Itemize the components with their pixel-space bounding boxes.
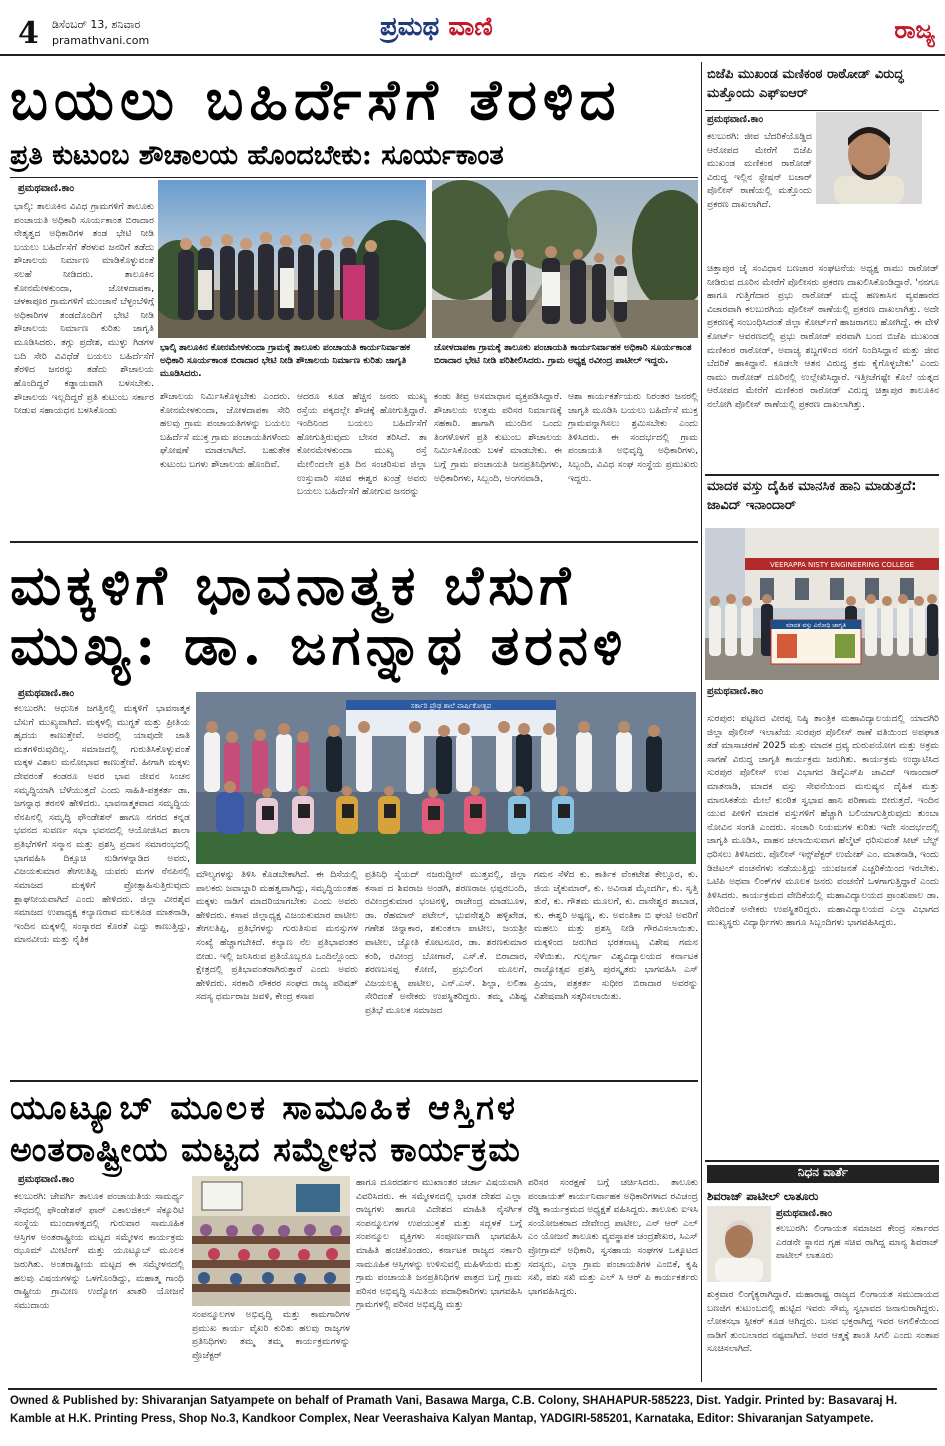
sidebar1-byline: ಪ್ರಮಥವಾಣಿ.ಕಾಂ <box>707 114 764 125</box>
village-visit-photo-1 <box>158 180 426 338</box>
award-ceremony-photo <box>196 692 696 864</box>
sidebar2-body: ಸುರಪುರ: ಪಟ್ಟಣದ ವೀರಪ್ಪ ನಿಷ್ಠಿ ತಾಂತ್ರಿಕ ಮಹಾವಿದ್ಯಾಲಯದಲ್ಲಿ ಯಾದಗಿರಿ ಜಿಲ್ಲಾ ಪೊಲೀಸ್ ಇಲಾಖೆಯ ಸುರಪುರ ಪೊಲೀಸ್ ಠಾಣೆ ವತಿಯಿಂದ ಅಪಘಾತ ತಡೆ ಮಾಸಾಚರಣೆ 2025 ಮತ್ತು ಮಾದಕ ದ್ರವ್ಯ ದುರುಪಯೋಗ ಮತ್ತು ಅಕ್ರಮ ಸಾಗಣೆ ವಿರುದ್ಧ ಜಾಗೃತಿ ಕಾರ್ಯಕ್ರಮ ಜರುಗಿತು. ಕಾರ್ಯಕ್ರಮ ಉದ್ಘಾಟಿಸಿದ ಸುರಪುರ ಪೊಲೀಸ್ ಉಪ ವಿಭಾಗದ ಡಿವೈಎಸ್‌ಪಿ ಜಾವಿದ್ ಇನಾಂದಾರ್ ಮಾತನಾಡಿ, ಮಾದಕ ವಸ್ತು ಸೇವನೆಯಿಂದ ಮನುಷ್ಯನ ದೈಹಿಕ ಮತ್ತು ಮಾನಸಿಕತೆಯ ಮೇಲೆ ಕುಂಠಿತ ಸ್ವಭಾವ ಹಾನಿ ಪರಿಣಾಮ ಬೀರುತ್ತದೆ. ಇಂದಿನ ಯುವ ಪೀಳಿಗೆ ಮಾದಕ ವಸ್ತುಗಳಿಗೆ ಹೆಚ್ಚಾಗಿ ಬಲಿಯಾಗುತ್ತಿರುವುದು ತುಂಬಾ ನೋವಿನ ಸಂಗತಿ ಎಂದರು. ಸಂಚಾರಿ ನಿಯಮಗಳ ಕುರಿತು ಇದೇ ಸಂದರ್ಭದಲ್ಲಿ ಜಾಗೃತಿ ಮೂಡಿಸಿ, ವಾಹನ ಚಲಾಯಿಸುವಾಗ ಹೆಲ್ಮೆಟ್ ಧರಿಸುವಂತೆ ಸೀಟ್ ಬೆಲ್ಟ್ ಧರಿಸಲು ತಿಳಿಸಿದರು. ಪೊಲೀಸ್ ಇನ್ಸ್‌ಪೆಕ್ಟರ್ ಉಮೇಶ್ ಎಂ. ಮಾತನಾಡಿ, ಇಂದು ಡಿಜಿಟಲ್ ವಂಚನೆಗಳು ನಡೆಯುತ್ತಿದ್ದು ಯುವಜನತೆ ಎಚ್ಚರಿಕೆಯಿಂದ ಇರಬೇಕು. ಒಟಿಪಿ ಅಥವಾ ಲಿಂಕ್‌ಗಳ ಮೂಲಕ ಜನರು ವಂಚನೆಗೆ ಒಳಗಾಗುತ್ತಿದ್ದಾರೆ ಎಂದು ತಿಳಿಸಿದರು. ಕಾರ್ಯಕ್ರಮದ ವೇದಿಕೆಯಲ್ಲಿ ಮಹಾವಿದ್ಯಾಲಯದ ಪ್ರಾಂಶುಪಾಲ ಡಾ. ಸೇರಿದಂತೆ ಅನೇಕರು ಉಪಸ್ಥಿತರಿದ್ದರು. ಮಹಾವಿದ್ಯಾಲಯದ ಎಲ್ಲಾ ವಿಭಾಗದ ಮುಖ್ಯಸ್ಥರು ವಿದ್ಯಾರ್ಥಿಗಳು ಹಾಗೂ ಸಿಬ್ಬಂದಿಗಳು ಭಾಗವಹಿಸಿದ್ದರು. <box>707 713 939 929</box>
article1-photo-1 <box>158 180 426 338</box>
footer-divider <box>8 1388 937 1390</box>
obituary-box-title: ನಿಧನ ವಾರ್ತೆ <box>707 1165 939 1183</box>
village-visit-photo-2 <box>432 180 698 338</box>
section-divider <box>10 1080 698 1082</box>
article1-photo-2 <box>432 180 698 338</box>
article3-column-1: ಕಲಬುರಗಿ: ಜೇವರ್ಗಿ ತಾಲೂಕ ಪಂಚಾಯತಿಯ ಸಾಮರ್ಥ್ಯ ಸೌಧದಲ್ಲಿ ಫೌಂಡೇಶನ್ ಫಾರ್ ಎಕಾಲಜಿಕಲ್ ಸೆಕ್ಯೂರಿಟಿ ಸಂಸ್ಥೆಯ ಮುಂದಾಳತ್ವದಲ್ಲಿ ಗುರುವಾರ ಸಾಮೂಹಿಕ ಆಸ್ತಿಗಳ ಅಂತರಾಷ್ಟ್ರೀಯ ಮಟ್ಟದ ಸಮ್ಮೇಳನ ಕಾರ್ಯಕ್ರಮ ಝೂಮ್ ಮೀಟಿಂಗ್ ಮತ್ತು ಯೂಟ್ಯೂಬ್ ಮೂಲಕ ಜರುಗಿತು. ಅಂತರಾಷ್ಟ್ರೀಯ ಮಟ್ಟದ ಈ ಸಮ್ಮೇಳನದಲ್ಲಿ ಹಲವು ವಿಷಯಗಳನ್ನು ಒಳಗೊಂಡಿದ್ದು, ಮಹಾತ್ಮ ಗಾಂಧಿ ರಾಷ್ಟ್ರೀಯ ಗ್ರಾಮೀಣ ಉದ್ಯೋಗ ಖಾತರಿ ಯೋಜನೆ ಸಮುದಾಯ <box>14 1191 184 1311</box>
article3-byline: ಪ್ರಮಥವಾಣಿ.ಕಾಂ <box>18 1174 75 1185</box>
sidebar2-byline: ಪ್ರಮಥವಾಣಿ.ಕಾಂ <box>707 686 764 697</box>
obituary-portrait <box>707 1206 771 1282</box>
obituary-body: ಶುಕ್ರವಾರ ಲಿಂಗೈಕ್ಯರಾಗಿದ್ದಾರೆ. ಮಹಾರಾಷ್ಟ್ರ ರಾಜ್ಯದ ಲಿಂಗಾಯತ ಸಮುದಾಯದ ಬಣಜಿಗ ಕುಟುಂಬದಲ್ಲಿ ಹುಟ್ಟಿದ ಇವರು ಸೌಮ್ಯ ಸ್ವಭಾವದ ಜನಾನುರಾಗಿದ್ದರು. ಲೋಕಸಭಾ ಸ್ಪೀಕರ್ ಕೂಡ ಆಗಿದ್ದರು. ಬಸವ ಭಕ್ತರಾಗಿದ್ದ ಇವರ ಅಗಲಿಕೆಯಿಂದ ನಾಡಿಗೆ ತುಂಬಲಾರದ ನಷ್ಟವಾಗಿದೆ. ಅವರ ಆತ್ಮಕ್ಕೆ ಶಾಂತಿ ಸಿಗಲಿ ಎಂದು ಸಂತಾಪ ಸೂಚಿಸಲಾಗಿದೆ. <box>707 1289 939 1355</box>
article1-photo-2-caption: ಜೋಳದಾಪಕಾ ಗ್ರಾಮಕ್ಕೆ ತಾಲೂಕು ಪಂಚಾಯತಿ ಕಾರ್ಯನಿರ್ವಾಹಕ ಅಧಿಕಾರಿ ಸೂರ್ಯಕಾಂತ ಬಿರಾದಾರ ಭೇಟಿ ನೀಡಿ ಪರಿಶೀಲಿಸಿದರು. ಗ್ರಾಮ ಅಧ್ಯಕ್ಷ ರವೀಂದ್ರ ಪಾಟೀಲ್ ಇದ್ದರು. <box>434 343 692 367</box>
divider <box>705 110 939 111</box>
obituary-lead: ಕಲಬುರಗಿ: ಲಿಂಗಾಯತ ಸಮಾಜದ ಕೇಂದ್ರ ಸರ್ಕಾರದ ಎರಡನೇ ಸ್ಥಾನದ ಗೃಹ ಸಚಿವ ರಾಗಿದ್ದ ಮಾನ್ಯ ಶಿವರಾಜ್ ಪಾಟೀಲ್ ಲಾತೂರು <box>776 1223 939 1262</box>
section-divider <box>10 541 698 543</box>
article2-column-2: ಮೌಲ್ಯಗಳನ್ನು ತಿಳಿಸಿ ಕೊಡಬೇಕಾಗಿದೆ. ಈ ದಿಸೆಯಲ್ಲಿ ಪಾಲಕರು ಜವಾಬ್ದಾರಿ ಮಹತ್ವವಾಗಿದ್ದು, ಸಮೃದ್ಧಿಯಂತಹ ಮಕ್ಕಳು ನಾಡಿಗೆ ಮಾದರಿಯಾಗಬೇಕು ಎಂದು ಅವರು ಹೇಳಿದರು. ಕಸಾಪ ಜಿಲ್ಲಾಧ್ಯಕ್ಷ ವಿಜಯಕುಮಾರ ಪಾಟೀಲ ತೇಗಲತಿಪ್ಪಿ, ಪ್ರತಿಭೆಗಳನ್ನು ಗುರುತಿಸುವ ಮನಸ್ಸುಗಳ ಸಂಖ್ಯೆ ಹೆಚ್ಚಾಗಬೇಕಿದೆ. ಕಲ್ಯಾಣ ನೆಲ ಪ್ರತಿಭಾವಂತರ ಬೀಡು. ಇಲ್ಲಿ ಜನಿಸಿರುವ ಪ್ರತಿಯೊಬ್ಬರೂ ಒಂದಿಲ್ಲೊಂದು ಕ್ಷೇತ್ರದಲ್ಲಿ ಪ್ರತಿಭಾವಂತರಾಗಿರುತ್ತಾರೆ ಎಂದು ಅವರು ಹೇಳಿದರು. ಸರಕಾರಿ ನೌಕರರ ಸಂಘದ ರಾಜ್ಯ ಪರಿಷತ್ ಸದಸ್ಯ ಧರ್ಮರಾಜ ಜವಳಿ, ಕೇಂದ್ರ ಕಸಾಪ <box>196 869 358 1003</box>
article1-column-5: ಆಶಾ ಕಾರ್ಯಕರ್ತೆಯರು ನಿರಂತರ ಜನರಲ್ಲಿ ಜಾಗೃತಿ ಮೂಡಿಸಿ ಬಯಲು ಬಹಿರ್ದೆಸೆ ಮುಕ್ತ ಗ್ರಾಮವನ್ನಾಗಿಸಲು ಶ್ರಮಿಸಬೇಕು ಎಂದು ತಿಳಿಸಿದರು. ಈ ಸಂದರ್ಭದಲ್ಲಿ ಗ್ರಾಮ ಪಂಚಾಯತಿ ಅಭಿವೃದ್ಧಿ ಅಧಿಕಾರಿಗಳು, ಸಿಬ್ಬಂದಿ, ವಿವಿಧ ಸಂಘ ಸಂಸ್ಥೆಯ ಪ್ರಮುಖರು ಇದ್ದರು. <box>568 391 698 484</box>
article2-column-4: ಗಮನ ಸೆಳೆದ ಕು. ಕಾರ್ತಿಕ ವೆಂಕಟೇಶ ಕೇಲ್ಲೂರ, ಕು. ಜಿಯ ಜೈಕುಮಾರ್, ಕು. ಅವಿನಾಶ ಮೈಂದರ್ಗಿ, ಕು. ಸೃತ್ತಿ ತುರೆ, ಕು. ಗೌತಮ ಮೂಲಗೆ, ಕು. ದಾನೇಶ್ವರ ಶಾಬಾಡ, ಕು. ಈಶ್ವರಿ ಅಷ್ಟಣ್ಣ, ಕು. ಅವಂತಿಕಾ ಬಿ ಘಂಟಿ ಅವರಿಗೆ ಮಹಲು ಮತ್ತು ಪ್ರಶಸ್ತಿ ನೀಡಿ ಗೌರವಿಸಲಾಯಿತು. ಮಕ್ಕಳಿಂದ ಜರುಗಿದ ಭರತನಾಟ್ಯ ವಿಶೇಷ ಗಮನ ಸೆಳೆಯಿತು. ಗುಲ್ಬರ್ಗಾ ವಿಶ್ವವಿದ್ಯಾಲಯದ ಕರ್ನಾಟಕ ರಾಜ್ಯೋತ್ಸವ ಪ್ರಶಸ್ತಿ ಪುರಸ್ಕೃತರು ಭಾಗವಹಿಸಿ ಎಸ್ ಪ್ರಿಯಾ, ಪತ್ರಕರ್ತ ಸುಧೀರ ಬಿರಾದಾರ ಅವರನ್ನು ವಿಶೇಷವಾಗಿ ಸತ್ಕರಿಸಲಾಯಿತು. <box>534 869 698 1003</box>
article1-column-2: ಶೌಚಾಲಯ ನಿರ್ಮಿಸಿಕೊಳ್ಳಬೇಕು ಎಂದರು. ಕೋನಮೇಳಕುಂದಾ, ಜೋಳದಾಪಕಾ ಸೇರಿ ಹಲವು ಗ್ರಾಮ ಪಂಚಾಯತಿಗಳನ್ನು ಬಯಲು ಬಹಿರ್ದೆಸೆ ಮುಕ್ತ ಗ್ರಾಮ ಪಂಚಾಯತಿಗಳೆಂದು ಘೋಷಣೆ ಮಾಡಲಾಗಿದೆ. ಬಹುತೇಕ ಕುಟುಂಬ ಬಗಳು ಶೌಚಾಲಯ ಹೊಂದಿವೆ. <box>160 391 290 471</box>
footer-imprint: Owned & Published by: Shivaranjan Satyampete on behalf of Pramath Vani, Basawa Marga, C.B. Colony, SHAHAPUR-585223, Dist. Yadgir. Printed by: Basavaraj H. Kamble at H.K. Printing Press, Shop No.3, Kandkoor Complex, Near Veerashaiva Kalyan Mantap, YADGIRI-585201, Karnataka, Editor: Shivaranjan Satyampete. <box>10 1395 898 1426</box>
conference-hall-photo <box>192 1176 350 1306</box>
section-title: ರಾಜ್ಯ <box>894 16 935 44</box>
obituary-name: ಶಿವರಾಜ್ ಪಾಟೀಲ್ ಲಾತೂರು <box>707 1189 819 1203</box>
article3-column-3: ಹಾಗೂ ದೂರದರ್ಶನ ಮುಖಾಂತರ ಚರ್ಚಾ ವಿಷಯವಾಗಿ ವಿವರಿಸಿದರು. ಈ ಸಮ್ಮೇಳನದಲ್ಲಿ ಭಾರತ ದೇಶದ ಎಲ್ಲಾ ರಾಜ್ಯಗಳು ಹಾಗೂ ವಿದೇಶದ ಮಾಹಿತಿ ನೈಸರ್ಗಿಕ ಸಂಪನ್ಮೂಲಗಳ ಉಪಯುಕ್ತತೆ ಮತ್ತು ಸದ್ಬಳಕೆ ಬಗ್ಗೆ ಸಂಪನ್ಮೂಲ ವ್ಯಕ್ತಿಗಳು ಸಂಪೂರ್ಣವಾಗಿ ಭಾಗವಹಿಸಿ ಮಾಹಿತಿ ಹಂಚಿಕೊಂಡರು. ಕರ್ನಾಟಕ ರಾಜ್ಯದ ಸರ್ಕಾರಿ ಸಾಮೂಹಿಕ ಆಸ್ತಿಗಳನ್ನು ಉಳಿಸುವಲ್ಲಿ ಮಹಿಳೆಯರು ಮತ್ತು ಗ್ರಾಮ ಪಂಚಾಯತಿ ಜನಪ್ರತಿನಿಧಿಗಳ ಪಾತ್ರದ ಬಗ್ಗೆ ಗ್ರಾಮ ಪರಿಸರ ಅಭಿವೃದ್ಧಿ ಸಮಿತಿಯ ಪದಾಧಿಕಾರಿಗಳು ಭಾಗವಹಿಸಿ ಗ್ರಾಮಗಳಲ್ಲಿ ಪರಿಸರ ಅಭಿವೃದ್ಧಿ ಮತ್ತು <box>356 1177 522 1311</box>
divider <box>10 177 698 178</box>
article1-byline: ಪ್ರಮಥವಾಣಿ.ಕಾಂ <box>18 183 75 194</box>
article2-headline-line-2: ಮುಖ್ಯ: ಡಾ. ಜಗನ್ನಾಥ ತರನಳಿ <box>10 613 628 677</box>
article3-column-2: ಸಂಪನ್ಮೂಲಗಳ ಅಭಿವೃದ್ಧಿ ಮತ್ತು ಕಾಮಗಾರಿಗಳ ಪ್ರಮುಖ ಕಾರ್ಯ ವೈಖರಿ ಕುರಿತು ಹಲವು ರಾಜ್ಯಗಳ ಪ್ರತಿನಿಧಿಗಳು ತಮ್ಮ ತಮ್ಮ ಕಾರ್ಯಕ್ರಮಗಳನ್ನು ಪ್ರೊಜೆಕ್ಟರ್ <box>192 1309 350 1361</box>
article1-column-4: ಕಂಡು ತೀವ್ರ ಅಸಮಾಧಾನ ವ್ಯಕ್ತಪಡಿಸಿದ್ದಾರೆ. ಶೌಚಾಲಯ ಉತ್ತಮ ಪರಿಸರ ನಿರ್ಮಾಣಕ್ಕೆ ಸಹಕಾರಿ. ಹಾಗಾಗಿ ಮುಂದಿನ ಒಂದು ತಿಂಗಳೊಳಗೆ ಪ್ರತಿ ಕುಟುಂಬ ಶೌಚಾಲಯ ನಿರ್ಮಿಸಿಕೊಂಡು ಬಳಕೆ ಮಾಡಬೇಕು. ಈ ಬಗ್ಗೆ ಗ್ರಾಮ ಪಂಚಾಯತಿ ಜನಪ್ರತಿನಿಧಿಗಳು, ಅಧಿಕಾರಿಗಳು, ಸಿಬ್ಬಂದಿ, ಅಂಗನವಾಡಿ, <box>434 391 562 484</box>
article3-headline-line-1: ಯೂಟ್ಯೂಬ್ ಮೂಲಕ ಸಾಮೂಹಿಕ ಆಸ್ತಿಗಳ <box>10 1088 518 1127</box>
website-link[interactable]: pramathvani.com <box>52 34 150 47</box>
section-divider <box>705 1160 939 1162</box>
masthead-part-1: ಪ್ರಮಥ <box>380 12 440 42</box>
section-divider <box>705 474 939 476</box>
article1-column-3: ಆದರೂ ಕೂಡ ಹೆಚ್ಚಿನ ಜನರು ಮುಖ್ಯ ರಸ್ತೆಯ ಪಕ್ಕದಲ್ಲೇ ಶೌಚಕ್ಕೆ ಹೋಗುತ್ತಿದ್ದಾರೆ. ಇಂದಿನಿಂದ ಬಯಲು ಬಹಿರ್ದೆಸೆಗೆ ಹೋಗುತ್ತಿರುವುದು ಬೇಸರ ತರಿಸಿದೆ. ತಾ ಕೋನಮೇಳಕುಂದಾ ಮುಖ್ಯ ರಸ್ತೆ ಮೇಲಿಂದಲೇ ಪ್ರತಿ ದಿನ ಸಂಚರಿಸುವ ಜಿಲ್ಲಾ ಉಸ್ತುವಾರಿ ಸಚಿವ ಈಶ್ವರ ಖಂಡ್ರೆ ಅವರು ಬಯಲು ಬಹಿರ್ದೆಸೆಗೆ ಹೋಗುವ ಜನರನ್ನು <box>297 391 427 498</box>
article2-column-3: ಪ್ರತಿನಿಧಿ ಸೈಯದ್ ನಜರುದ್ದೀನ್ ಮುತ್ತವಲ್ಲಿ, ಜಿಲ್ಲಾ ಕಸಾಪ ದ ಶಿವರಾಜ ಅಂಡಗಿ, ಶರಣರಾಜ ಛಪ್ಪರಬಂದಿ, ರವೀಂದ್ರಕುಮಾರ ಭಂಟನಳ್ಳಿ, ರಾಜೇಂದ್ರ ಮಾಡಬೂಳ, ಡಾ. ರೆಹಮಾನ್ ಪಟೇಲ್, ಭುವನೇಶ್ವರಿ ಹಳ್ಳಿಖೇಡ, ಗಣೇಶ ಚಿನ್ನಾಕಾರ, ಶಕುಂತಲಾ ಪಾಟೀಲ, ಜಯಶ್ರೀ ಪಾಟೀಲ, ಜ್ಯೋತಿ ಕೋಟನೂರ, ಡಾ. ಶರಣಕುಮಾರ ಕಂಠಿ, ರವೀಂದ್ರ ಬೋಗಾರೆ, ಎಸ್.ಕೆ. ಬಿರಾದಾರ, ಶರಣಬಸಪ್ಪ ಕೋಣಿ, ಪ್ರಭುಲಿಂಗ ಮೂಲಗೆ, ವಿಜಯಲಕ್ಷ್ಮಿ ಪಾಟೀಲ, ಎನ್.ಎಸ್. ಶಿಲ್ಪಾ, ಲಲಿತಾ ಸೇರಿದಂತೆ ಅನೇಕರು ಉಪಸ್ಥಿತರಿದ್ದರು. ತಮ್ಮ ವಿಶಿಷ್ಟ ಪ್ರತಿಭೆ ಮೂಲಕ ಸಮಾಜದ <box>365 869 527 1017</box>
article2-headline-line-1: ಮಕ್ಕಳಿಗೆ ಭಾವನಾತ್ಮಕ ಬೆಸುಗೆ <box>10 553 576 617</box>
sidebar1-lead: ಕಲಬುರಗಿ: ಜೀವ ಬೆದರಿಕೆಯೊಡ್ಡಿದ ಆರೋಪದ ಮೇರೆಗೆ ಬಿಜೆಪಿ ಮುಖಂಡ ಮಣಿಕಂಠ ರಾಠೋಡ್ ವಿರುದ್ಧ ಇಲ್ಲಿನ ಸ್ಟೇಷನ್ ಬಜಾರ್ ಪೊಲೀಸ್ ಠಾಣೆಯಲ್ಲಿ ಮತ್ತೊಂದು ಪ್ರಕರಣ ದಾಖಲಾಗಿದೆ. <box>707 131 812 211</box>
obituary-byline: ಪ್ರಮಥವಾಣಿ.ಕಾಂ <box>776 1208 833 1219</box>
banner-text: ಮಾದಕ ವಸ್ತು ವಿರೋಧಿ ಜಾಗೃತಿ <box>786 622 846 629</box>
sidebar2-photo <box>705 528 939 680</box>
article3-column-4: ಪರಿಸರ ಸಂರಕ್ಷಣೆ ಬಗ್ಗೆ ಚರ್ಚಿಸಿದರು. ತಾಲೂಕು ಪಂಚಾಯತ್ ಕಾರ್ಯನಿರ್ವಾಹಕ ಅಧಿಕಾರಿಗಳಾದ ರವಿಚಂದ್ರ ರೆಡ್ಡಿ ಕಾರ್ಯಕ್ರಮದ ಅಧ್ಯಕ್ಷತೆ ವಹಿಸಿದ್ದರು. ತಾಲೂಕು ಐಇಸಿ ಸಂಯೋಜಕರಾದ ದೇವೇಂದ್ರ ಪಾಟೀಲ, ಎನ್ ಆರ್ ಎಲ್ ಎಂ ಯೋಜನೆ ತಾಲೂಕು ವ್ಯವಸ್ಥಾಪಕ ಚಂದ್ರಶೇಖರ, ಸಿಎಸ್ ಪ್ರೋಗ್ರಾಮ್ ಅಧಿಕಾರಿ, ಸ್ವಸಹಾಯ ಸಂಘಗಳ ಒಕ್ಕೂಟದ ಸದಸ್ಯರು, ಎಲ್ಲಾ ಗ್ರಾಮ ಪಂಚಾಯತಿಗಳ ಎಂಬಿಕೆ, ಕೃಷಿ ಸಖಿ, ಪಶು ಸಖಿ ಮತ್ತು ಎಲ್ ಸಿ ಆರ್ ಪಿ ಕಾರ್ಯಕರ್ತರು ಭಾಗವಹಿಸಿದ್ದರು. <box>528 1177 698 1297</box>
masthead-part-2: ವಾಣಿ <box>448 12 493 42</box>
college-sign-text: VEERAPPA NISTY ENGINEERING COLLEGE <box>769 561 915 569</box>
article3-photo <box>192 1176 350 1306</box>
deceased-portrait-photo <box>707 1206 771 1282</box>
article2-photo <box>196 692 696 864</box>
page-date: ಡಿಸೆಂಬರ್ 13, ಶನಿವಾರ <box>52 18 141 31</box>
sidebar1-headline: ಬಿಜೆಪಿ ಮುಖಂಡ ಮಣಿಕಂಠ ರಾಠೋಡ್ ವಿರುದ್ಧ ಮತ್ತೊಂದು ಎಫ್‌ಐಆರ್ <box>707 67 904 101</box>
column-divider <box>701 62 702 1382</box>
page-number: 4 <box>18 16 39 51</box>
stage-banner-text: ಸರ್ಕಾರಿ ಪ್ರೌಢ ಶಾಲೆ ವಾರ್ಷಿಕೋತ್ಸವ <box>410 702 492 710</box>
masthead-logo <box>380 12 493 43</box>
article3-headline-line-2: ಅಂತರಾಷ್ಟ್ರೀಯ ಮಟ್ಟದ ಸಮ್ಮೇಳನ ಕಾರ್ಯಕ್ರಮ <box>10 1130 521 1169</box>
sidebar1-body: ಚಿತ್ತಾಪುರ ಜೈ ಸಂವಿಧಾನ ಬಣಜಾರ ಸಂಘಟನೆಯ ಅಧ್ಯಕ್ಷ ರಾಮು ರಾಠೋಡ್ ನೀಡಿರುವ ದೂರಿನ ಮೇರೆಗೆ ಪೊಲೀಸರು ಪ್ರಕರಣ ದಾಖಲಿಸಿಕೊಂಡಿದ್ದಾರೆ. 'ನನಗೂ ಹಾಗೂ ಗುತ್ತಿಗೆದಾರ ಪ್ರಭು ರಾಠೋಡ್ ಮಧ್ಯೆ ಹಣಕಾಸಿನ ವ್ಯವಹಾರದ ವಿಚಾರವಾಗಿ ಕಲಬುರಗಿಯ ಪೊಲೀಸ್ ಠಾಣೆಯಲ್ಲಿ ಪ್ರಕರಣ ದಾಖಲಾಗಿತ್ತು. ಅದೇ ಪ್ರಕರಣಕ್ಕೆ ಸಂಬಂಧಿಸಿದಂತೆ ಜಿಲ್ಲಾ ಕೋರ್ಟ್‌ಗೆ ಹಾಜರಾಗಲು ಹೋಗಿದ್ದೆ. ಈ ವೇಳೆ ಕೋರ್ಟ್ ಆವರಣದಲ್ಲಿ ಪ್ರಭು ರಾಠೋಡ್ ಪರವಾಗಿ ಬಂದ ಬಿಜೆಪಿ ಮುಖಂಡ ಮಣಿಕಂಠ ರಾಠೋಡ್, ಅವಾಚ್ಯ ಶಬ್ದಗಳಿಂದ ನನಗೆ ನಿಂದಿಸಿದ್ದಾನೆ ಮತ್ತು ಜೀವ ಬೆದರಿಕೆ ಹಾಕಿದ್ದಾನೆ. ಕೂಡಲೇ ಆತನ ವಿರುದ್ಧ ಕ್ರಮ ಕೈಗೊಳ್ಳಬೇಕು' ಎಂದು ರಾಮು ರಾಠೋಡ್ ದೂರಿನಲ್ಲಿ ಉಲ್ಲೇಖಿಸಿದ್ದಾರೆ. ಇತ್ತೀಚೆಗಷ್ಟೇ ಕೊಲೆ ಯತ್ನದ ಆರೋಪದ ಮೇರೆಗೆ ಮಣಿಕಂಠ ರಾಠೋಡ್ ವಿರುದ್ಧ ಚಿತ್ತಾಪುರ ತಾಲೂಕಿನ ನಲೋಗಿ ಪೊಲೀಸ್ ಠಾಣೆಯಲ್ಲಿ ಪ್ರಕರಣ ದಾಖಲಾಗಿತ್ತು. <box>707 263 939 411</box>
article1-subhead: ಪ್ರತಿ ಕುಟುಂಬ ಶೌಚಾಲಯ ಹೊಂದಬೇಕು: ಸೂರ್ಯಕಾಂತ <box>10 140 504 171</box>
sidebar2-headline: ಮಾದಕ ವಸ್ತು ದೈಹಿಕ ಮಾನಸಿಕ ಹಾನಿ ಮಾಡುತ್ತದೆ: ಜಾವಿದ್ ಇನಾಂದಾರ್ <box>707 479 917 513</box>
article2-column-1: ಕಲಬುರಗಿ: ಆಧುನಿಕ ಜಗತ್ತಿನಲ್ಲಿ ಮಕ್ಕಳಿಗೆ ಭಾವನಾತ್ಮಕ ಬೆಸುಗೆ ಮುಖ್ಯವಾಗಿದೆ. ಮಕ್ಕಳಲ್ಲಿ ಮುಗ್ಧತೆ ಮತ್ತು ಪ್ರೀತಿಯ ಹೃದಯ ಕಾಣುತ್ತೇವೆ. ಅವರಲ್ಲಿ ಯಾವುದೇ ಜಾತಿ ಮತಗಳಿರುವುದಿಲ್ಲ. ಸಮಾಜದಲ್ಲಿ ಗುರುತಿಸಿಕೊಳ್ಳುವಂತೆ ಮಕ್ಕಳ ವಿಶಾಲ ಮನೋಭಾವ ಕಾಣುತ್ತೇವೆ. ಹೀಗಾಗಿ ಮಕ್ಕಳು ದೇವರಂತೆ ಕಂಡರೂ ಅವರ ಭಾವ ಜೀವನ ಸಿಂಚನ ಸಮೃದ್ಧಿಯಾಗಿ ಬೆಳೆಯುತ್ತದೆ ಎಂದು ಸಾಹಿತಿ-ಪತ್ರಕರ್ತ ಡಾ. ಜಗನ್ನಾಥ ತರನಳಿ ಹೇಳಿದರು. ಭಾವನಾತ್ಮಕವಾದ ಸಮೃದ್ಧಿಯ ನೆನಪಿನಲ್ಲಿ ಸಮೃದ್ಧಿ ಫೌಂಡೇಶನ್ ಹಾಗೂ ನಗರದ ಕನ್ನಡ ಭವನದ ಸುವರ್ಣ ಸಭಾ ಭವನದಲ್ಲಿ ಆಯೋಜಿಸಿದ ಶಾಲಾ ಪ್ರತಿಭೆಗಳಿಗೆ ಸನ್ಮಾನ ಮತ್ತು ಪ್ರಶಸ್ತಿ ಪ್ರದಾನ ಸಮಾರಂಭದಲ್ಲಿ ಭಾಗವಹಿಸಿ ದಿಕ್ಸೂಚಿ ನುಡಿಗಳನ್ನಾಡಿದ ಅವರು, ವಿಜಯಕುಮಾರ ತೇಗಲತಿಪ್ಪಿ ಯವರು ಮಗಳ ನೆನಪಿನಲ್ಲಿ ಸಮಾಜದ ಮಕ್ಕಳಿಗೆ ಪ್ರೋತ್ಸಾಹಿಸುತ್ತಿರುವುದು ಶ್ಲಾಘನೀಯವಾಗಿದೆ ಎಂದು ಹೇಳಿದರು. ಜಿಲ್ಲಾ ವೀರಶೈವ ಸಮಾಜದ ಉಪಾಧ್ಯಕ್ಷ ಕಲ್ಯಾಣರಾವ ಮಲಕೂಡ ಮಾತನಾಡಿ, ಇಂದಿನ ಮಕ್ಕಳಲ್ಲಿ ಸಂಸ್ಕಾರದ ಕೊರತೆ ಎದ್ದು ಕಾಣುತ್ತಿದ್ದು, ಮಾನವೀಯ ಮತ್ತು ನೈತಿಕ <box>14 703 190 946</box>
article1-photo-1-caption: ಭಾಲ್ಕಿ ತಾಲೂಕಿನ ಕೋನಮೇಳಕುಂದಾ ಗ್ರಾಮಕ್ಕೆ ತಾಲೂಕು ಪಂಚಾಯತಿ ಕಾರ್ಯನಿರ್ವಾಹಕ ಅಧಿಕಾರಿ ಸೂರ್ಯಕಾಂತ ಬಿರಾದಾರ ಭೇಟಿ ನೀಡಿ ಶೌಚಾಲಯ ನಿರ್ಮಾಣ ಕುರಿತು ಜಾಗೃತಿ ಮೂಡಿಸಿದರು. <box>160 343 411 380</box>
article2-byline: ಪ್ರಮಥವಾಣಿ.ಕಾಂ <box>18 688 75 699</box>
person-portrait-photo <box>816 112 922 204</box>
college-awareness-photo <box>705 528 939 680</box>
article1-column-1: ಭಾಲ್ಕಿ: ತಾಲೂಕಿನ ವಿವಿಧ ಗ್ರಾಮಗಳಿಗೆ ತಾಲೂಕು ಪಂಚಾಯತಿ ಅಧಿಕಾರಿ ಸೂರ್ಯಕಾಂತ ಬಿರಾದಾರ ನೇತೃತ್ವದ ಅಧಿಕಾರಿಗಳ ತಂಡ ಭೇಟಿ ನೀಡಿ ಬಯಲು ಬಹಿರ್ದೆಸೆಗೆ ತೆರಳುವ ಜನರಿಗೆ ತಡೆದು ಶೌಚಾಲಯ ನಿರ್ಮಾಣ ಮಾಡಿಕೊಳ್ಳುವಂತೆ ಸಲಹೆ ನೀಡಿದರು. ತಾಲೂಕಿನ ಕೋನಮೇಳಕುಂದಾ, ಜೋಳದಾಪಕಾ, ಚಳಕಾಪೂರ ಗ್ರಾಮಗಳಿಗೆ ಮುಂಜಾನೆ ಬೆಳ್ಳಂಬೆಳಿಗ್ಗೆ ಅಧಿಕಾರಿಗಳ ತಂಡದೊಂದಿಗೆ ಭೇಟಿ ನೀಡಿ ಶೌಚಾಲಯ ನಿರ್ಮಾಣ ಕುರಿತು ಜಾಗೃತಿ ಮೂಡಿಸಿದರು. ತಗ್ಗು ಪ್ರದೇಶ, ಮುಳ್ಳು ಗಿಡಗಳ ಬದಿ ಸೇರಿ ವಿವಿಧೆಡೆ ಬಯಲು ಬಹಿರ್ದೆಸೆಗೆ ತೆರಳಿದ ಜನರನ್ನು ತಡೆದು ಶೌಚಾಲಯ ಹೊಂದಿದ್ದರೆ ಕಡ್ಡಾಯವಾಗಿ ಬಳಸಬೇಕು. ಶೌಚಾಲಯ ಇಲ್ಲದಿದ್ದರೆ ಪ್ರತಿ ಕುಟುಂಬ ಸರ್ಕಾರ ನೀಡುವ ಸಹಾಯಧನ ಬಳಸಿಕೊಂಡು <box>14 201 154 417</box>
article1-headline: ಬಯಲು ಬಹಿರ್ದೆಸೆಗೆ ತೆರಳಿದ <box>10 67 622 133</box>
sidebar1-portrait <box>816 112 922 204</box>
